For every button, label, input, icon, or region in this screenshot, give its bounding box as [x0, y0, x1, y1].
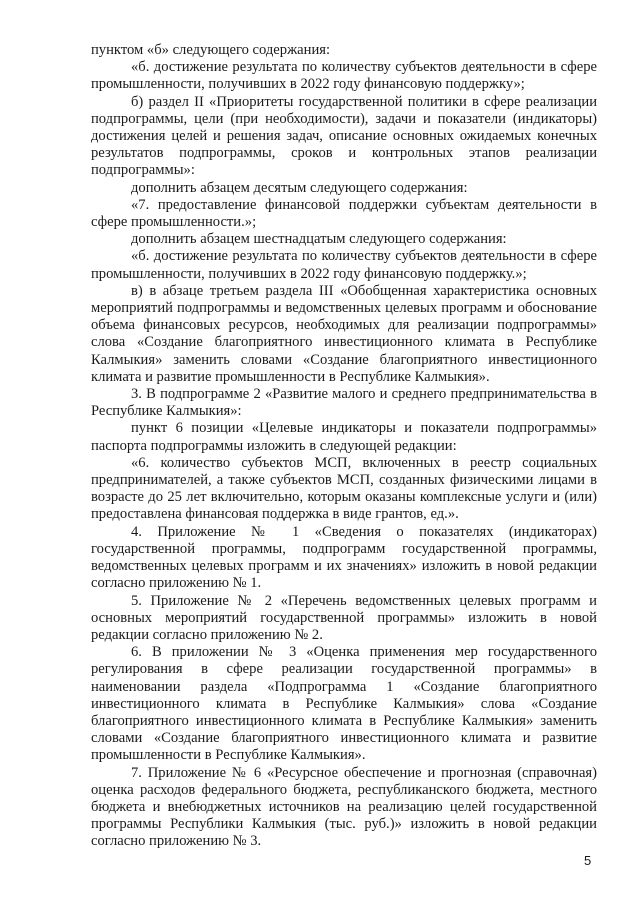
paragraph-6: дополнить абзацем шестнадцатым следующего содержания:	[131, 231, 507, 248]
paragraph-11: «6. количество субъектов МСП, включенных в реестр социальных предпринимателей, а также субъектов МСП, созданных физическими лицами в возрасте до 25 лет включительно, которым оказаны комплексные услуги и (или) предоставлена финансовая поддержка в виде грантов, ед.».	[91, 454, 597, 523]
paragraph-12: 4. Приложение № 1 «Сведения о показателях (индикаторах) государственной программы, подпрограмм государственной программы, ведомственных целевых программ и их значениях» изложить в новой редакции согласно приложению № 1.	[91, 523, 597, 592]
document-body	[91, 42, 597, 851]
paragraph-15: 7. Приложение № 6 «Ресурсное обеспечение и прогнозная (справочная) оценка расходов федерального бюджета, республиканского бюджета, местного бюджета и внебюджетных источников на реализацию целей государственной программы Республики Калмыкия (тыс. руб.)» изложить в новой редакции согласно приложению № 3.	[91, 764, 597, 850]
paragraph-5: «7. предоставление финансовой поддержки субъектам деятельности в сфере промышленности.»;	[91, 196, 597, 231]
paragraph-1: пунктом «б» следующего содержания:	[91, 42, 331, 58]
paragraph-13: 5. Приложение № 2 «Перечень ведомственных целевых программ и основных мероприятий государственной программы» изложить в новой редакции согласно приложению № 2.	[91, 592, 597, 643]
page-number: 5	[584, 853, 592, 868]
paragraph-9: 3. В подпрограмме 2 «Развитие малого и среднего предпринимательства в Республике Калмыкия»:	[91, 386, 597, 420]
paragraph-10: пункт 6 позиции «Целевые индикаторы и показатели подпрограммы» паспорта подпрограммы изложить в следующей редакции:	[91, 420, 597, 454]
paragraph-8: в) в абзаце третьем раздела III «Обобщенная характеристика основных мероприятий подпрограммы и ведомственных целевых программ и обоснование объема финансовых ресурсов, необходимых для реализации подпрограммы» слова «Создание благоприятного инвестиционного климата в Республике Калмыкия» заменить словами «Создание благоприятного инвестиционного климата и развитие промышленности в Республике Калмыкия».	[91, 282, 597, 385]
paragraph-4: дополнить абзацем десятым следующего содержания:	[131, 179, 468, 196]
paragraph-7: «б. достижение результата по количеству субъектов деятельности в сфере промышленности, получивших в 2022 году финансовую поддержку.»;	[91, 248, 597, 282]
paragraph-3: б) раздел II «Приоритеты государственной политики в сфере реализации подпрограммы, цели (при необходимости), задачи и показатели (индикаторы) достижения целей и решения задач, описание основных ожидаемых конечных результатов подпрограммы, сроков и контрольных этапов реализации подпрограммы»:	[91, 93, 597, 179]
paragraph-2: «б. достижение результата по количеству субъектов деятельности в сфере промышленности, получивших в 2022 году финансовую поддержку»;	[91, 59, 597, 93]
paragraph-14: 6. В приложении № 3 «Оценка применения мер государственного регулирования в сфере реализации государственной программы» в наименовании раздела «Подпрограмма 1 «Создание благоприятного инвестиционного климата в Республике Калмыкия» слова «Создание благоприятного инвестиционного климата в Республике Калмыкия» заменить словами «Создание благоприятного инвестиционного климата и развитие промышленности в Республике Калмыкия».	[91, 644, 597, 764]
